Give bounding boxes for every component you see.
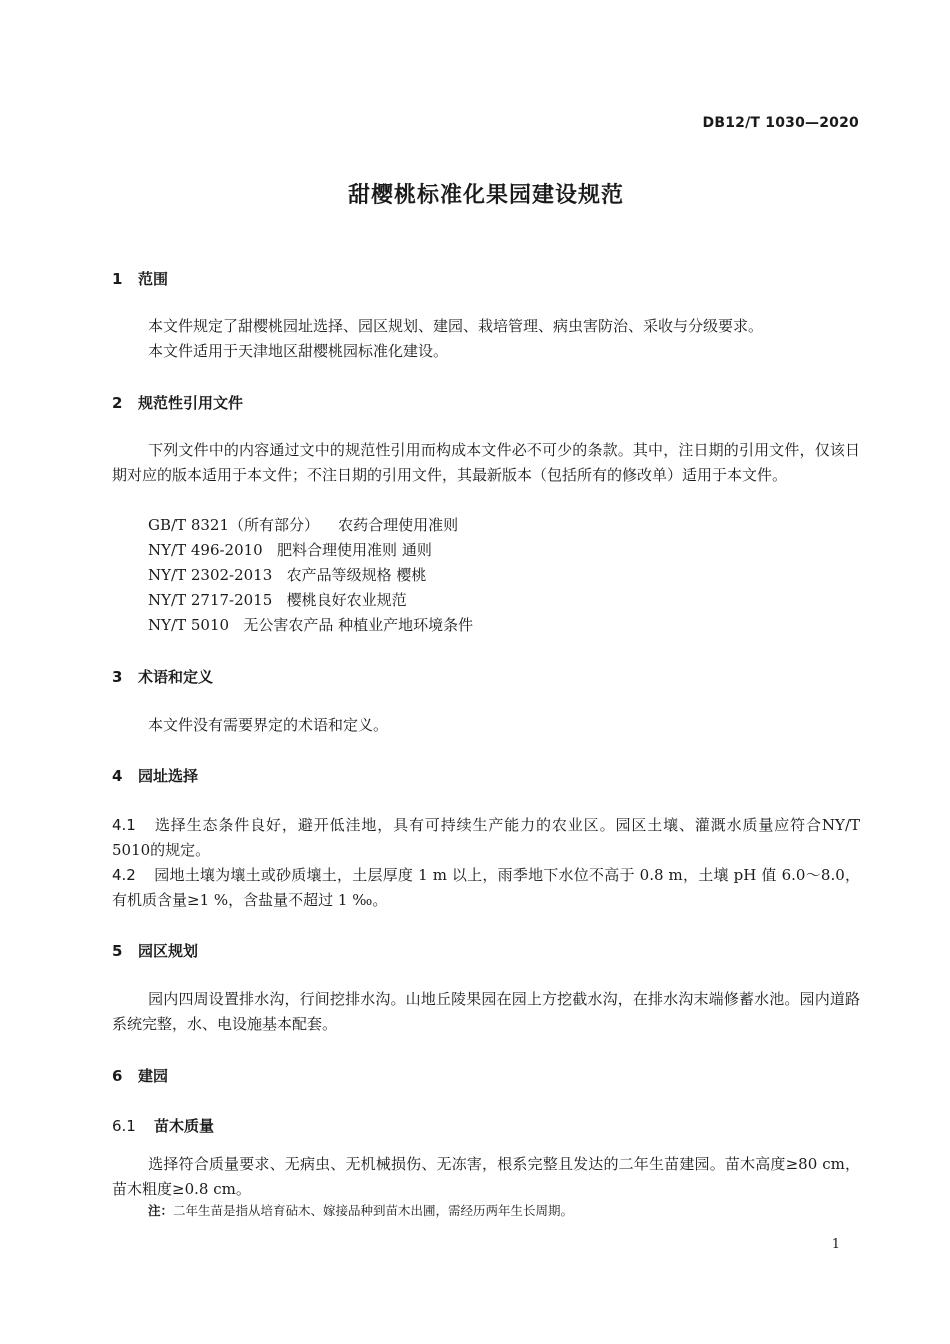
reference-name: 农药合理使用准则	[338, 516, 459, 534]
clause-number: 4.2	[112, 866, 136, 884]
section-number: 5	[112, 942, 123, 960]
document-code: DB12/T 1030—2020	[702, 115, 859, 131]
reference-code: GB/T 8321（所有部分）	[148, 516, 320, 534]
subsection-heading-6-1	[112, 1115, 214, 1136]
page-number: 1	[831, 1237, 840, 1252]
reference-item	[148, 563, 426, 588]
reference-item	[148, 513, 458, 538]
section-heading-2	[112, 392, 243, 413]
reference-code: NY/T 496-2010	[148, 541, 263, 559]
section-title: 规范性引用文件	[138, 394, 244, 412]
reference-code: NY/T 2302-2013	[148, 566, 273, 584]
section-number: 1	[112, 270, 123, 288]
reference-item	[148, 538, 432, 563]
note-label: 注：	[148, 1203, 174, 1218]
section-title: 园址选择	[138, 767, 199, 785]
subsection-number: 6.1	[112, 1117, 136, 1135]
section-title: 术语和定义	[138, 668, 214, 686]
clause-text: 园地土壤为壤土或砂质壤土，土层厚度 1 m 以上，雨季地下水位不高于 0.8 m，土壤 pH 值 6.0～8.0，有机质含量≥1 %，含盐量不超过 1 ‰。	[112, 866, 860, 909]
paragraph-text: 下列文件中的内容通过文中的规范性引用而构成本文件必不可少的条款。其中，注日期的引用文件，仅该日期对应的版本适用于本文件；不注日期的引用文件，其最新版本（包括所有的修改单）适用于本文件。	[112, 441, 860, 484]
paragraph: 本文件没有需要界定的术语和定义。	[148, 716, 389, 734]
section-number: 4	[112, 767, 123, 785]
reference-code: NY/T 2717-2015	[148, 591, 273, 609]
paragraph: 本文件规定了甜樱桃园址选择、园区规划、建园、栽培管理、病虫害防治、采收与分级要求。	[148, 317, 764, 335]
section-heading-5	[112, 940, 198, 961]
clause-4-2	[112, 863, 860, 913]
paragraph	[112, 438, 860, 488]
reference-item	[148, 588, 407, 613]
paragraph: 本文件适用于天津地区甜樱桃园标准化建设。	[148, 342, 449, 360]
section-heading-4	[112, 765, 198, 786]
clause-4-1	[112, 813, 860, 863]
section-title: 园区规划	[138, 942, 199, 960]
paragraph	[112, 987, 860, 1037]
note	[148, 1201, 573, 1219]
reference-name: 无公害农产品 种植业产地环境条件	[243, 616, 474, 634]
reference-name: 肥料合理使用准则 通则	[277, 541, 432, 559]
paragraph-text: 园内四周设置排水沟，行间挖排水沟。山地丘陵果园在园上方挖截水沟，在排水沟末端修蓄水池。园内道路系统完整，水、电设施基本配套。	[112, 990, 860, 1033]
section-number: 2	[112, 394, 123, 412]
section-number: 6	[112, 1067, 123, 1085]
section-heading-6	[112, 1065, 168, 1086]
document-title: 甜樱桃标准化果园建设规范	[347, 183, 624, 208]
reference-item	[148, 613, 473, 638]
section-number: 3	[112, 668, 123, 686]
reference-code: NY/T 5010	[148, 616, 230, 634]
note-text: 二年生苗是指从培育砧木、嫁接品种到苗木出圃，需经历两年生长周期。	[173, 1203, 574, 1218]
clause-number: 4.1	[112, 816, 136, 834]
subsection-title: 苗木质量	[154, 1117, 215, 1135]
clause-text: 选择生态条件良好，避开低洼地，具有可持续生产能力的农业区。园区土壤、灌溉水质量应符合NY/T 5010的规定。	[112, 816, 860, 859]
paragraph	[112, 1152, 860, 1202]
section-heading-3	[112, 666, 213, 687]
paragraph-text: 选择符合质量要求、无病虫、无机械损伤、无冻害，根系完整且发达的二年生苗建园。苗木高度≥80 cm，苗木粗度≥0.8 cm。	[112, 1155, 860, 1198]
reference-name: 农产品等级规格 樱桃	[286, 566, 427, 584]
section-title: 建园	[138, 1067, 169, 1085]
section-heading-1	[112, 268, 168, 289]
reference-name: 樱桃良好农业规范	[286, 591, 407, 609]
section-title: 范围	[138, 270, 169, 288]
